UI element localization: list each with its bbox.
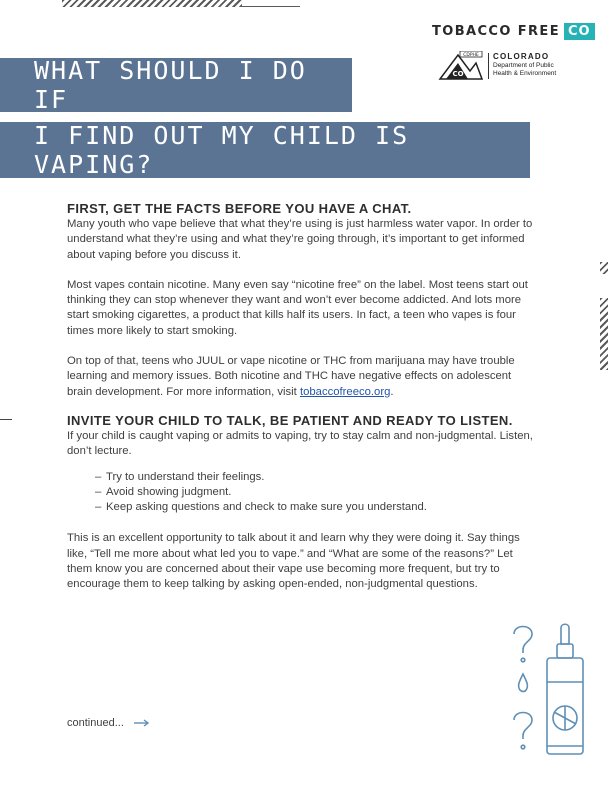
droplet-icon [519,674,528,692]
cdphe-mark-co: CO [452,70,464,78]
vape-bottle-icon [547,624,583,754]
cdphe-mark-text: CDPHE [463,53,479,58]
tips-list-item: – Keep asking questions and check to make sure you understand. [95,500,537,515]
tobaccofreeco-link[interactable]: tobaccofreeco.org [299,385,391,398]
tips-list [67,470,537,516]
section2-paragraph1: If your child is caught vaping or admits to vaping, try to stay calm and non-judgmental. Listen, don’t lecture. [67,429,533,458]
main-content [67,201,537,593]
cdphe-logo-divider [488,53,489,79]
section1-paragraph1: Many youth who vape believe that what they’re using is just harmless water vapor. In order to understand what they’re using and what they’re going through, it’s important to get informed about vaping before you discuss it. [67,218,533,261]
page-title-line1: WHAT SHOULD I DO IF [34,56,307,114]
cdphe-logo [438,51,568,81]
vape-bottle-illustration [505,620,585,760]
section2-heading: INVITE YOUR CHILD TO TALK, BE PATIENT AND READY TO LISTEN. [67,412,513,428]
decorative-hatch-top [62,0,242,7]
arrow-right-icon [134,719,150,727]
title-banner-line1 [0,58,352,112]
tips-list-item: – Try to understand their feelings. [95,470,537,485]
cdphe-mountain-icon [438,51,484,81]
section1-heading: FIRST, GET THE FACTS BEFORE YOU HAVE A CHAT. [67,201,412,216]
decorative-dash-left [0,419,12,420]
decorative-hatch-right-tall [600,298,608,370]
tobacco-free-co-badge: CO [564,23,595,40]
question-mark-icon [514,627,532,662]
section2-paragraph2: This is an excellent opportunity to talk about it and learn why they were doing it. Say things like, “Tell me more about what led you to vape.” and “What are some of the reasons?” Let them know you are concerned about their vape use becoming more frequent, but try to encourage them to keep talking by asking open-ended, non-judgmental questions. [67,532,520,591]
tobacco-free-wordmark: TOBACCO FREE [432,23,560,39]
continued-label: continued... [67,717,124,729]
continued-indicator [67,717,150,729]
cdphe-dept-line1: Department of Public [493,62,554,69]
section1-paragraph3-text: On top of that, teens who JUUL or vape nicotine or THC from marijuana may have trouble learning and memory issues. Both nicotine and THC have negative effects on adolescent brain development. For more information, visit [67,355,515,398]
section1-paragraph2: Most vapes contain nicotine. Many even say “nicotine free” on the label. Most teens start out thinking they can stop whenever they want and won’t ever become addicted. And lots more start smoking cigarettes, a product that kills half its users. In fact, a teen who vapes is four times more likely to start smoking. [67,278,528,337]
cdphe-department-name [493,62,556,78]
question-mark-icon [514,713,532,749]
section1-paragraph3 [67,354,537,400]
decorative-line-top [242,6,300,7]
tobacco-free-co-logo [432,21,595,41]
tips-list-item: – Avoid showing judgment. [95,485,537,500]
title-banner-line2 [0,122,530,178]
page-title-line2: I FIND OUT MY CHILD IS VAPING? [34,121,410,179]
section1-paragraph3-end: . [390,385,394,398]
cdphe-dept-line2: Health & Environment [493,70,557,77]
decorative-hatch-right-small [600,262,608,274]
cdphe-state-name: COLORADO [493,52,550,61]
